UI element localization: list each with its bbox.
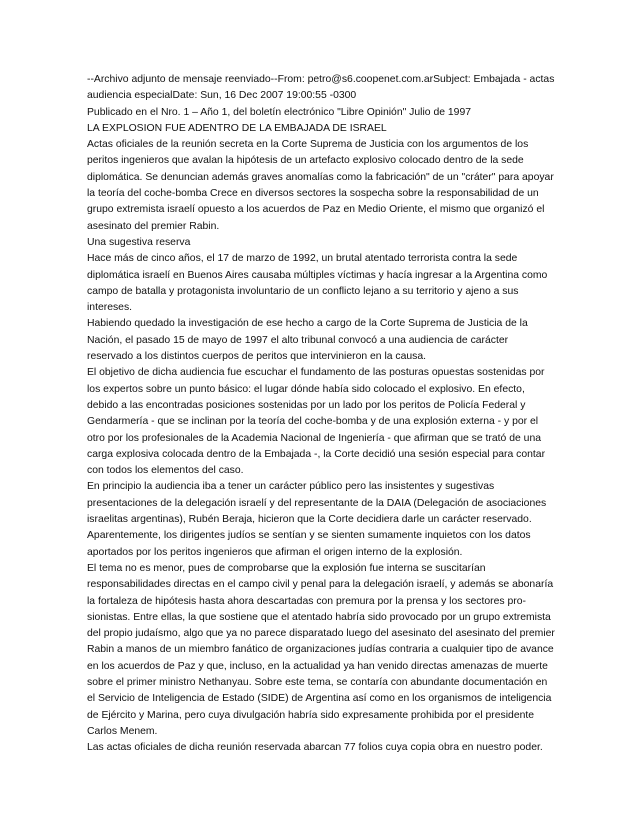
article-lead: Actas oficiales de la reunión secreta en la Corte Suprema de Justicia con los argumentos de los peritos ingenieros que avalan la hipótesis de un artefacto explosivo colocado dentro de la sede diplomática. Se denuncian además graves anomalías como la fabricación" de un "cráter" para apoyar la teoría del coche-bomba Crece en diversos sectores la sospecha sobre la responsabilidad de un grupo extremista israelí opuesto a los acuerdos de Paz en Medio Oriente, el mismo que organizó el asesinato del premier Rabin.: [87, 139, 554, 232]
body-paragraph: Habiendo quedado la investigación de ese hecho a cargo de la Corte Suprema de Justicia de la Nación, el pasado 15 de mayo de 1997 el alto tribunal convocó a una audiencia de carácter reservado a los distintos cuerpos de peritos que intervinieron en la causa.: [87, 318, 528, 363]
article-headline: LA EXPLOSION FUE ADENTRO DE LA EMBAJADA DE ISRAEL: [87, 122, 387, 134]
publication-note: Publicado en el Nro. 1 – Año 1, del boletín electrónico "Libre Opinión" Julio de 1997: [87, 106, 472, 118]
document-page: [87, 72, 557, 756]
body-paragraph: Hace más de cinco años, el 17 de marzo de 1992, un brutal atentado terrorista contra la sede diplomática israelí en Buenos Aires causaba múltiples víctimas y hacía ingresar a la Argentina como campo de batalla y protagonista involuntario de un conflicto lejano a su territorio y ajeno a sus intereses.: [87, 253, 548, 314]
forward-header: --Archivo adjunto de mensaje reenviado--From: petro@s6.coopenet.com.arSubject: Embajada - actas audiencia especialDate: Sun, 16 Dec 2007 19:00:55 -0300: [87, 74, 555, 102]
body-paragraph: El tema no es menor, pues de comprobarse que la explosión fue interna se suscitarían responsabilidades directas en el campo civil y penal para la delegación israelí, y además se abonaría la fortaleza de hipótesis hasta ahora descartadas con premura por la prensa y los sectores pro-sionistas. Entre ellas, la que sostiene que el atentado habría sido provocado por un grupo extremista del propio judaísmo, algo que ya no parece disparatado luego del asesinato del asesinato del premier Rabin a manos de un miembro fanático de organizaciones judías contraria a cualquier tipo de avance en los acuerdos de Paz y que, incluso, en la actualidad ya han venido directas amenazas de muerte sobre el primer ministro Nethanyau. Sobre este tema, se contaría con abundante documentación en el Servicio de Inteligencia de Estado (SIDE) de Argentina así como en los organismos de inteligencia de Ejército y Marina, pero cuya divulgación habría sido expresamente prohibida por el presidente Carlos Menem.: [87, 562, 555, 737]
body-paragraph: En principio la audiencia iba a tener un carácter público pero las insistentes y sugestivas presentaciones de la delegación israelí y del representante de la DAIA (Delegación de asociaciones israelitas argentinas), Rubén Beraja, hicieron que la Corte decidiera darle un carácter reservado. Aparentemente, los dirigentes judíos se sentían y se sienten sumamente inquietos con los datos aportados por los peritos ingenieros que afirman el origen interno de la explosión.: [87, 481, 547, 558]
body-paragraph: El objetivo de dicha audiencia fue escuchar el fundamento de las posturas opuestas sostenidas por los expertos sobre un punto básico: el lugar dónde había sido colocado el explosivo. En efecto, debido a las encontradas posiciones sostenidas por un lado por los peritos de Policía Federal y Gendarmería - que se inclinan por la teoría del coche-bomba y de una explosión externa - y por el otro por los profesionales de la Academia Nacional de Ingeniería - que afirman que se trató de una carga explosiva colocada dentro de la Embajada -, la Corte decidió una sesión especial para contar con todos los elementos del caso.: [87, 367, 546, 477]
body-paragraph: Las actas oficiales de dicha reunión reservada abarcan 77 folios cuya copia obra en nuestro poder.: [87, 742, 543, 754]
section-heading: Una sugestiva reserva: [87, 236, 191, 248]
